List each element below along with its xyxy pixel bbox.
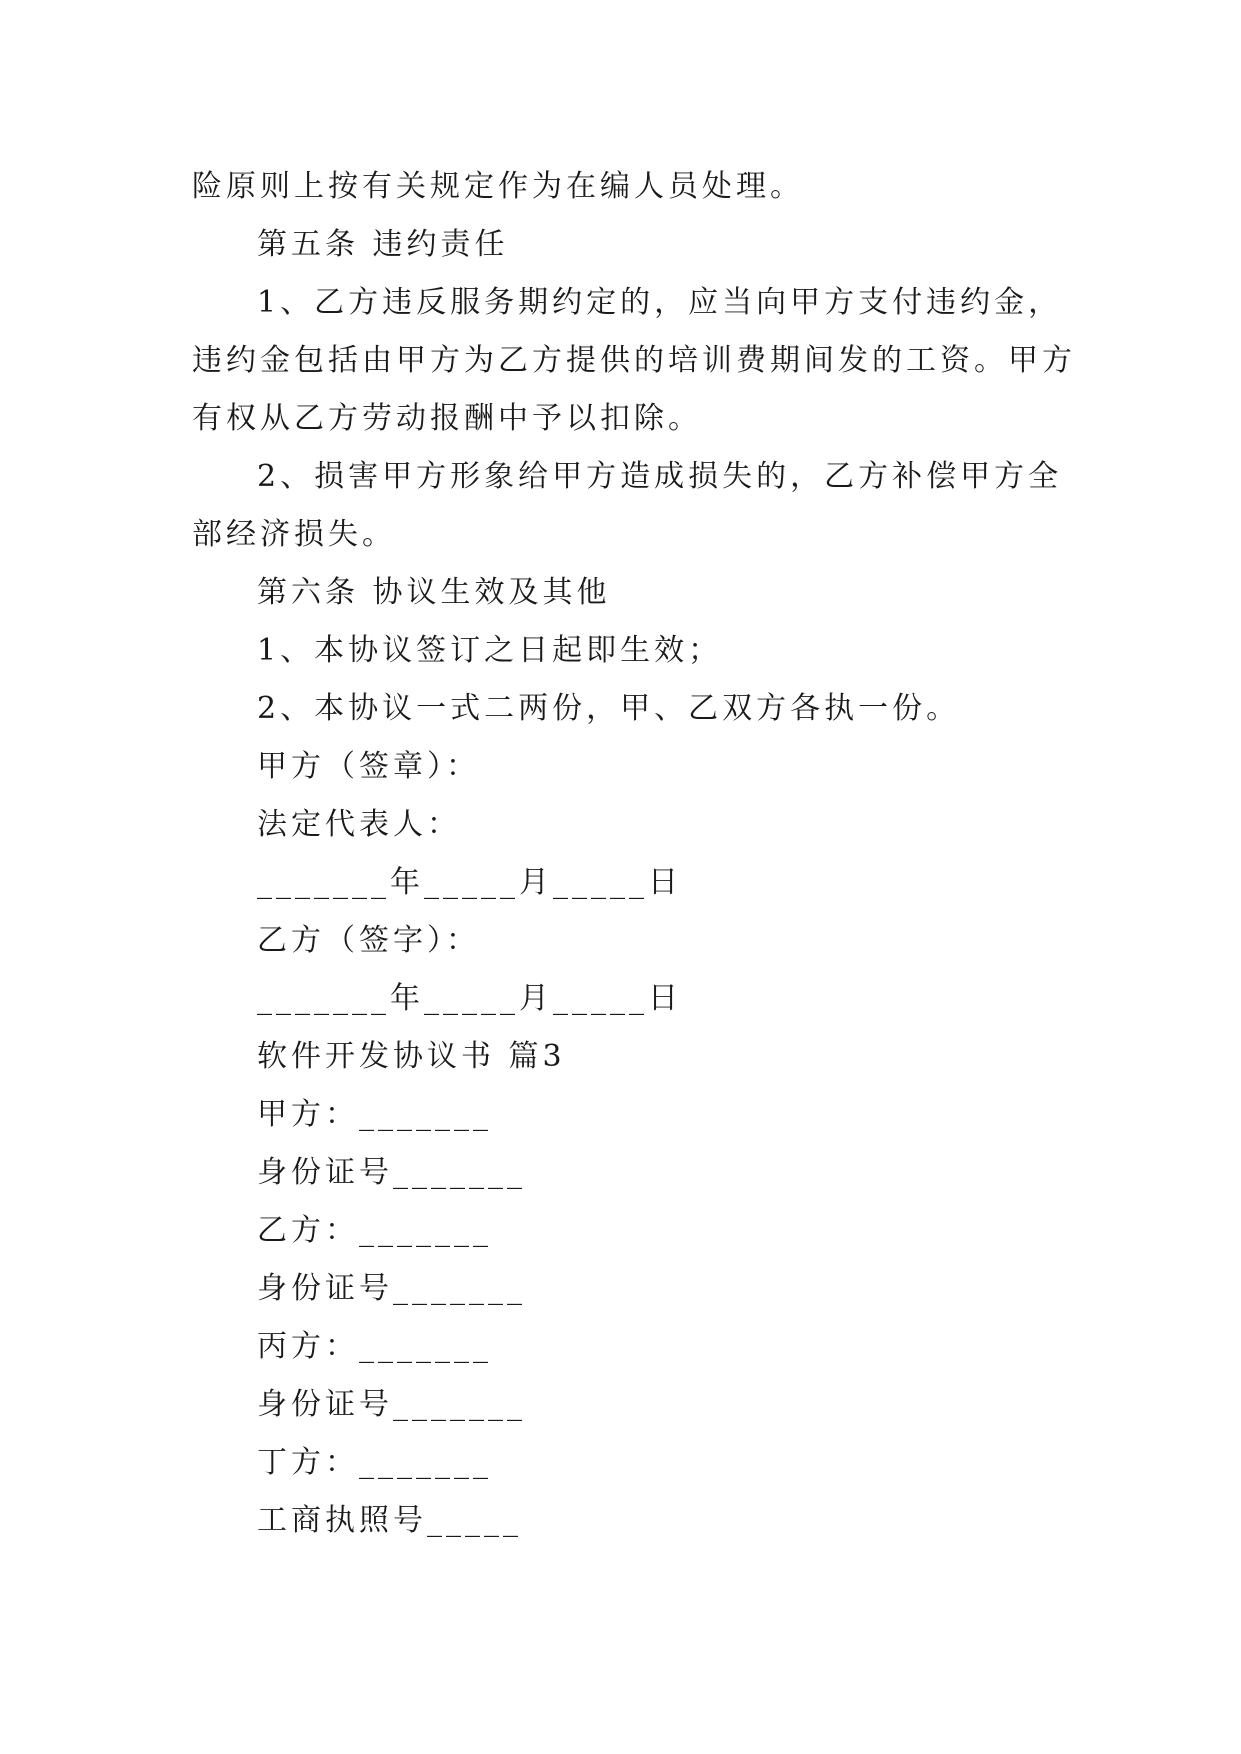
party-field: 丁方：_______ — [257, 1445, 492, 1480]
signature-label: 乙方（签字）： — [257, 923, 480, 958]
document-title: 软件开发协议书 篇3 — [257, 1039, 566, 1074]
signature-label: 法定代表人： — [257, 807, 461, 842]
text-line: 2、损害甲方形象给甲方造成损失的，乙方补偿甲方全 — [257, 459, 1063, 494]
id-field: 身份证号_______ — [257, 1155, 526, 1190]
license-field: 工商执照号_____ — [257, 1503, 522, 1538]
party-field: 甲方：_______ — [257, 1097, 492, 1132]
section-heading: 第六条 协议生效及其他 — [257, 575, 611, 610]
text-line: 1、本协议签订之日起即生效； — [257, 633, 723, 668]
party-field: 乙方：_______ — [257, 1213, 492, 1248]
id-field: 身份证号_______ — [257, 1271, 526, 1306]
section-heading: 第五条 违约责任 — [257, 227, 509, 262]
party-field: 丙方：_______ — [257, 1329, 492, 1364]
date-blank: _______年_____月_____日 — [257, 981, 682, 1016]
text-line: 违约金包括由甲方为乙方提供的培训费期间发的工资。甲方 — [192, 343, 1076, 378]
date-blank: _______年_____月_____日 — [257, 865, 682, 900]
text-line: 部经济损失。 — [192, 517, 396, 552]
text-line: 1、乙方违反服务期约定的，应当向甲方支付违约金， — [257, 285, 1063, 320]
text-line: 险原则上按有关规定作为在编人员处理。 — [192, 169, 804, 204]
signature-label: 甲方（签章）： — [257, 749, 480, 784]
text-line: 2、本协议一式二两份，甲、乙双方各执一份。 — [257, 691, 961, 726]
id-field: 身份证号_______ — [257, 1387, 526, 1422]
text-line: 有权从乙方劳动报酬中予以扣除。 — [192, 401, 702, 436]
